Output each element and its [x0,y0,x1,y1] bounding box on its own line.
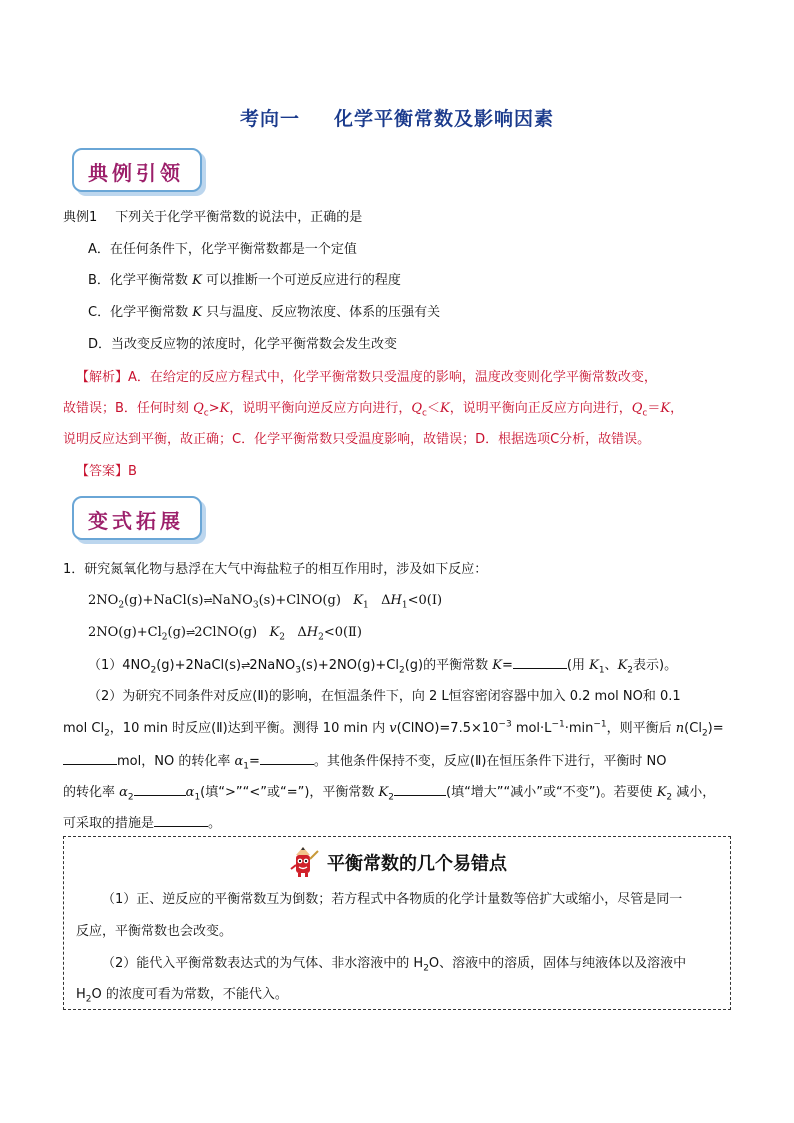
variant-badge [72,496,202,540]
question-2-line-4: 的转化率 $\alpha_2$ $\alpha_1$(填“>”“<”或“=”)，平衡常数 $K_2$ (填“增大”“减小”或“不变”)。若要使 $K_2$ 减小， [63,785,716,803]
question-2-line-1: （2）为研究不同条件对反应(Ⅱ)的影响，在恒温条件下，向 2 L恒容密闭容器中加入 0.2 mol NO和 0.1 [88,689,681,704]
variant-intro: 1．研究氮氧化物与悬浮在大气中海盐粒子的相互作用时，涉及如下反应： [63,562,488,577]
analysis-line-1: 【解析】A．在给定的反应方程式中，化学平衡常数只受温度的影响，温度改变则化学平衡常数改变， [76,370,657,385]
tip-p1-line-1: （1）正、逆反应的平衡常数互为倒数；若方程式中各物质的化学计量数等倍扩大或缩小，尽管是同一 [102,892,683,907]
equation-1: $2NO_2(g)+NaCl(s)\rightleftharpoons NaNO_3(s)+ClNO(g)$ $K_1$ $\Delta H_1<0(Ⅰ)$ [88,593,443,611]
analysis-line-2: 故错误；B．任何时刻 $Q_c>K$，说明平衡向逆反应方向进行，$Q_c<K$，说明平衡向正反应方向进行，$Q_c=K$， [63,401,684,419]
question-2-line-5: 可采取的措施是 。 [63,816,222,831]
answer-line: 【答案】B [76,464,137,479]
option-a: A．在任何条件下，化学平衡常数都是一个定值 [88,242,357,257]
example-badge [72,148,202,192]
equation-2: $2NO(g)+Cl_2(g)\rightleftharpoons 2ClNO(g)$ $K_2$ $\Delta H_2<0(Ⅱ)$ [88,625,362,643]
question-2-line-3: mol，NO 的转化率 $\alpha_1=$ 。其他条件保持不变，反应(Ⅱ)在恒压条件下进行，平衡时 NO [63,752,667,771]
tip-p2-line-1: （2）能代入平衡常数表达式的为气体、非水溶液中的 $H_2O$、溶液中的溶质，固体与纯液体以及溶液中 [102,956,687,974]
example-badge-label: 典例引领 [88,161,184,185]
page-title [0,104,794,131]
option-d: D．当改变反应物的浓度时，化学平衡常数会发生改变 [88,337,398,352]
example-question: 典例1 下列关于化学平衡常数的说法中，正确的是 [63,210,363,225]
question-1: $(1)4NO_2(g)+2NaCl(s)\rightleftharpoons 2NaNO_3(s)+2NO(g)+Cl_2(g)$的平衡常数 K= (用 $K_1$、$K_2$表示)。 [88,658,678,676]
option-b: B．化学平衡常数 K 可以推断一个可逆反应进行的程度 [88,273,401,288]
title-part1: 考向一 [239,108,300,130]
analysis-line-3: 说明反应达到平衡，故正确；C．化学平衡常数只受温度影响，故错误；D．根据选项C分析，故错误。 [63,432,651,447]
option-c: C．化学平衡常数 K 只与温度、反应物浓度、体系的压强有关 [88,305,441,320]
tip-p1-line-2: 反应，平衡常数也会改变。 [76,924,233,939]
tip-box [63,836,731,1010]
title-part2: 化学平衡常数及影响因素 [334,108,555,130]
question-2-line-2: mol $Cl_2$，10 min 时反应(Ⅱ)达到平衡。测得 10 min 内 $v(ClNO)=7.5\times 10^{-3}$ $mol\cdot L^{-1}\cdot\min^{-1}$，则平衡后 $n(Cl_2)=$ [63,719,724,739]
pencil-mascot-icon [287,845,321,884]
tip-p2-line-2: $H_2O$ 的浓度可看为常数，不能代入。 [76,987,288,1005]
variant-badge-label: 变式拓展 [88,509,184,533]
tip-title: 平衡常数的几个易错点 [64,845,730,884]
